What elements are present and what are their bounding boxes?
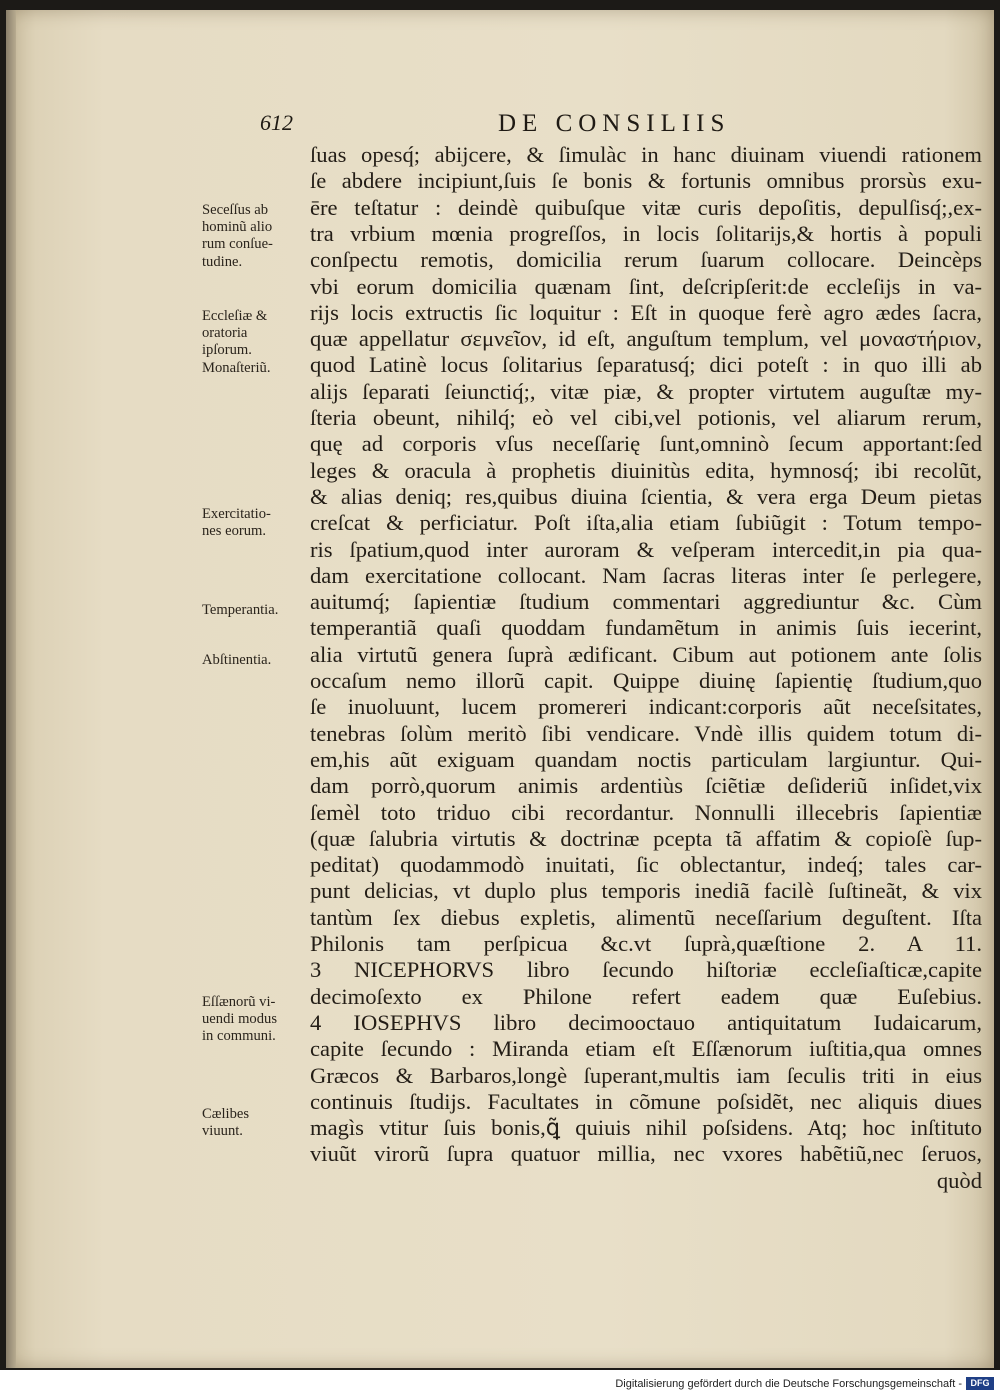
margin-note-line: rum conſue- xyxy=(202,236,273,253)
text-line: vbi eorum domicilia quænam ſint, deſcripſerit:de eccleſijs in va- xyxy=(310,273,982,299)
margin-note xyxy=(202,202,312,271)
text-line: alijs ſeparati ſeiunctiq́;, vitæ piæ, & propter virtutem auguſtæ my- xyxy=(310,378,982,404)
book-page xyxy=(6,10,994,1368)
margin-note-line: viuunt. xyxy=(202,1123,243,1140)
text-line: ſuas opesq́; abijcere, & ſimulàc in hanc diuinam viuendi rationem xyxy=(310,142,982,167)
footer-credit: Digitalisierung gefördert durch die Deutsche Forschungsgemeinschaft - xyxy=(615,1378,962,1390)
margin-note-line: Eſſænorũ vi- xyxy=(202,994,276,1010)
margin-note-line: ipſorum. xyxy=(202,342,252,359)
text-line: temperantiã quaſi quoddam fundamẽtum in animis ſuis iecerint, xyxy=(310,615,982,641)
margin-note-line: Cælibes xyxy=(202,1106,250,1122)
text-line: alia virtutũ genera ſuprà ædificant. Cibum aut potionem ante ſolis xyxy=(310,641,982,667)
text-line: leges & oracula à prophetis diuinitùs edita, hymnosq́; ibi recolũt, xyxy=(310,457,982,483)
text-line: ēre teſtatur : deindè quibuſque vitæ curis depoſitis, depulſisq́;,ex- xyxy=(310,194,982,220)
text-line: ſe abdere incipiunt,ſuis ſe bonis & fortunis omnibus prorsùs exu- xyxy=(310,168,982,194)
margin-note xyxy=(202,506,312,540)
margin-note-line: Seceſſus ab xyxy=(202,202,269,218)
margin-note xyxy=(202,1106,312,1140)
text-line: ſe inuoluunt, lucem promereri indicant:corporis aũt neceſsitates, xyxy=(310,694,982,720)
text-line: tra vrbium mœnia progreſſos, in locis ſolitarijs,& hortis à populi xyxy=(310,220,982,246)
margin-note xyxy=(202,652,312,669)
text-line: punt delicias, vt duplo plus temporis inediã facilè ſuſtineãt, & vix xyxy=(310,878,982,904)
margin-note-line: Eccleſiæ & xyxy=(202,308,268,324)
text-line: viuũt virorũ ſupra quatuor millia, nec vxores habẽtiũ,nec ſeruos, xyxy=(310,1141,982,1167)
margin-note-line: nes eorum. xyxy=(202,523,267,540)
text-line: ſemèl toto triduo cibi recordantur. Nonnulli illecebris ſapientiæ xyxy=(310,799,982,825)
running-head: DE CONSILIIS xyxy=(498,110,731,137)
margin-note-line: oratoria xyxy=(202,325,248,342)
text-line: auitumq́; ſapientiæ ſtudium commentari aggrediuntur &c. Cùm xyxy=(310,589,982,615)
margin-note-line: Temperantia. xyxy=(202,602,279,618)
margin-note-line: hominũ alio xyxy=(202,219,273,236)
text-line: continuis ſtudijs. Facultates in cõmune poſsidẽt, nec aliquis diues xyxy=(310,1088,982,1114)
margin-note-line: uendi modus xyxy=(202,1011,277,1028)
text-line: Græcos & Barbaros,longè ſuperant,multis iam ſeculis triti in eius xyxy=(310,1062,982,1088)
text-line: rijs locis extructis ſic loquitur : Eſt in quoque ferè agro ædes ſacra, xyxy=(310,299,982,325)
margin-note xyxy=(202,308,312,377)
margin-note-line: Monaſteriũ. xyxy=(202,359,271,376)
text-line: tenebras ſolùm meritò ſibi vendicare. Vndè illis quidem totum di- xyxy=(310,720,982,746)
text-line: ſteria obeunt, nihilq́; eò vel cibi,vel potionis, vel aliarum rerum, xyxy=(310,405,982,430)
text-line: quæ appellatur σεμνεῖον, id eſt, anguſtum templum, vel μοναστήριον, xyxy=(310,326,982,352)
dfg-logo: DFG xyxy=(966,1377,994,1390)
margin-note-line: in communi. xyxy=(202,1028,276,1045)
margin-note-line: Abſtinentia. xyxy=(202,652,272,668)
margin-note xyxy=(202,602,312,619)
digitization-footer xyxy=(0,1370,1000,1396)
page-edge xyxy=(6,10,16,1368)
text-line: 3 NICEPHORVS libro ſecundo hiſtoriæ eccleſiaſticæ,capite xyxy=(310,957,982,983)
text-line: quod Latinè locus ſolitarius ſeparatusq́; dici poteſt : in quo illi ab xyxy=(310,352,982,378)
text-line: Philonis tam perſpicua &c.vt ſuprà,quæſtione 2. A 11. xyxy=(310,931,982,956)
text-line: peditat) quodammodò inuitati, ſic oblectantur, indeq́; tales car- xyxy=(310,852,982,878)
text-line: decimoſexto ex Philone refert eadem quæ Euſebius. xyxy=(310,983,982,1009)
text-line: ris ſpatium,quod inter auroram & veſperam intercedit,in pia qua- xyxy=(310,536,982,562)
text-line: quòd xyxy=(936,1167,982,1193)
text-line: conſpectu remotis, domicilia rerum ſuarum collocare. Deincèps xyxy=(310,247,982,273)
text-line: & alias deniq; res,quibus diuina ſcientia, & vera erga Deum pietas xyxy=(310,483,982,509)
page-number: 612 xyxy=(260,110,293,135)
margin-note-line: tudine. xyxy=(202,253,243,270)
text-line: em,his aũt exiguam quandam noctis particulam largiuntur. Qui- xyxy=(310,746,982,772)
text-line: occaſum nemo illorũ capit. Quippe diuinę ſapientię ſtudium,quo xyxy=(310,668,982,693)
text-line: creſcat & perficiatur. Poſt iſta,alia etiam ſubiũgit : Totum tempo- xyxy=(310,510,982,536)
text-line: capite ſecundo : Miranda etiam eſt Eſſænorum iuſtitia,qua omnes xyxy=(310,1036,982,1062)
margin-note xyxy=(202,994,312,1046)
text-line: 4 IOSEPHVS libro decimooctauo antiquitatum Iudaicarum, xyxy=(310,1009,982,1035)
margin-note-line: Exercitatio- xyxy=(202,506,271,522)
text-line: tantùm ſex diebus expletis, alimentũ neceſſarium deguſtent. Iſta xyxy=(310,904,982,930)
text-line: dam porrò,quorum animis ardentiùs ſciẽtiæ deſideriũ inſidet,vix xyxy=(310,773,982,799)
text-line: magìs vtitur ſuis bonis,ꝗ̃ quiuis nihil poſsidens. Atq; hoc inſtituto xyxy=(310,1115,982,1141)
text-line: dam exercitatione collocant. Nam ſacras literas inter ſe perlegere, xyxy=(310,562,982,588)
text-line: quę ad corporis vſus neceſſarię ſunt,omninò ſecum apportant:ſed xyxy=(310,431,982,457)
text-line: (quæ ſalubria virtutis & doctrinæ pcepta tã affatim & copioſè ſup- xyxy=(310,825,982,851)
